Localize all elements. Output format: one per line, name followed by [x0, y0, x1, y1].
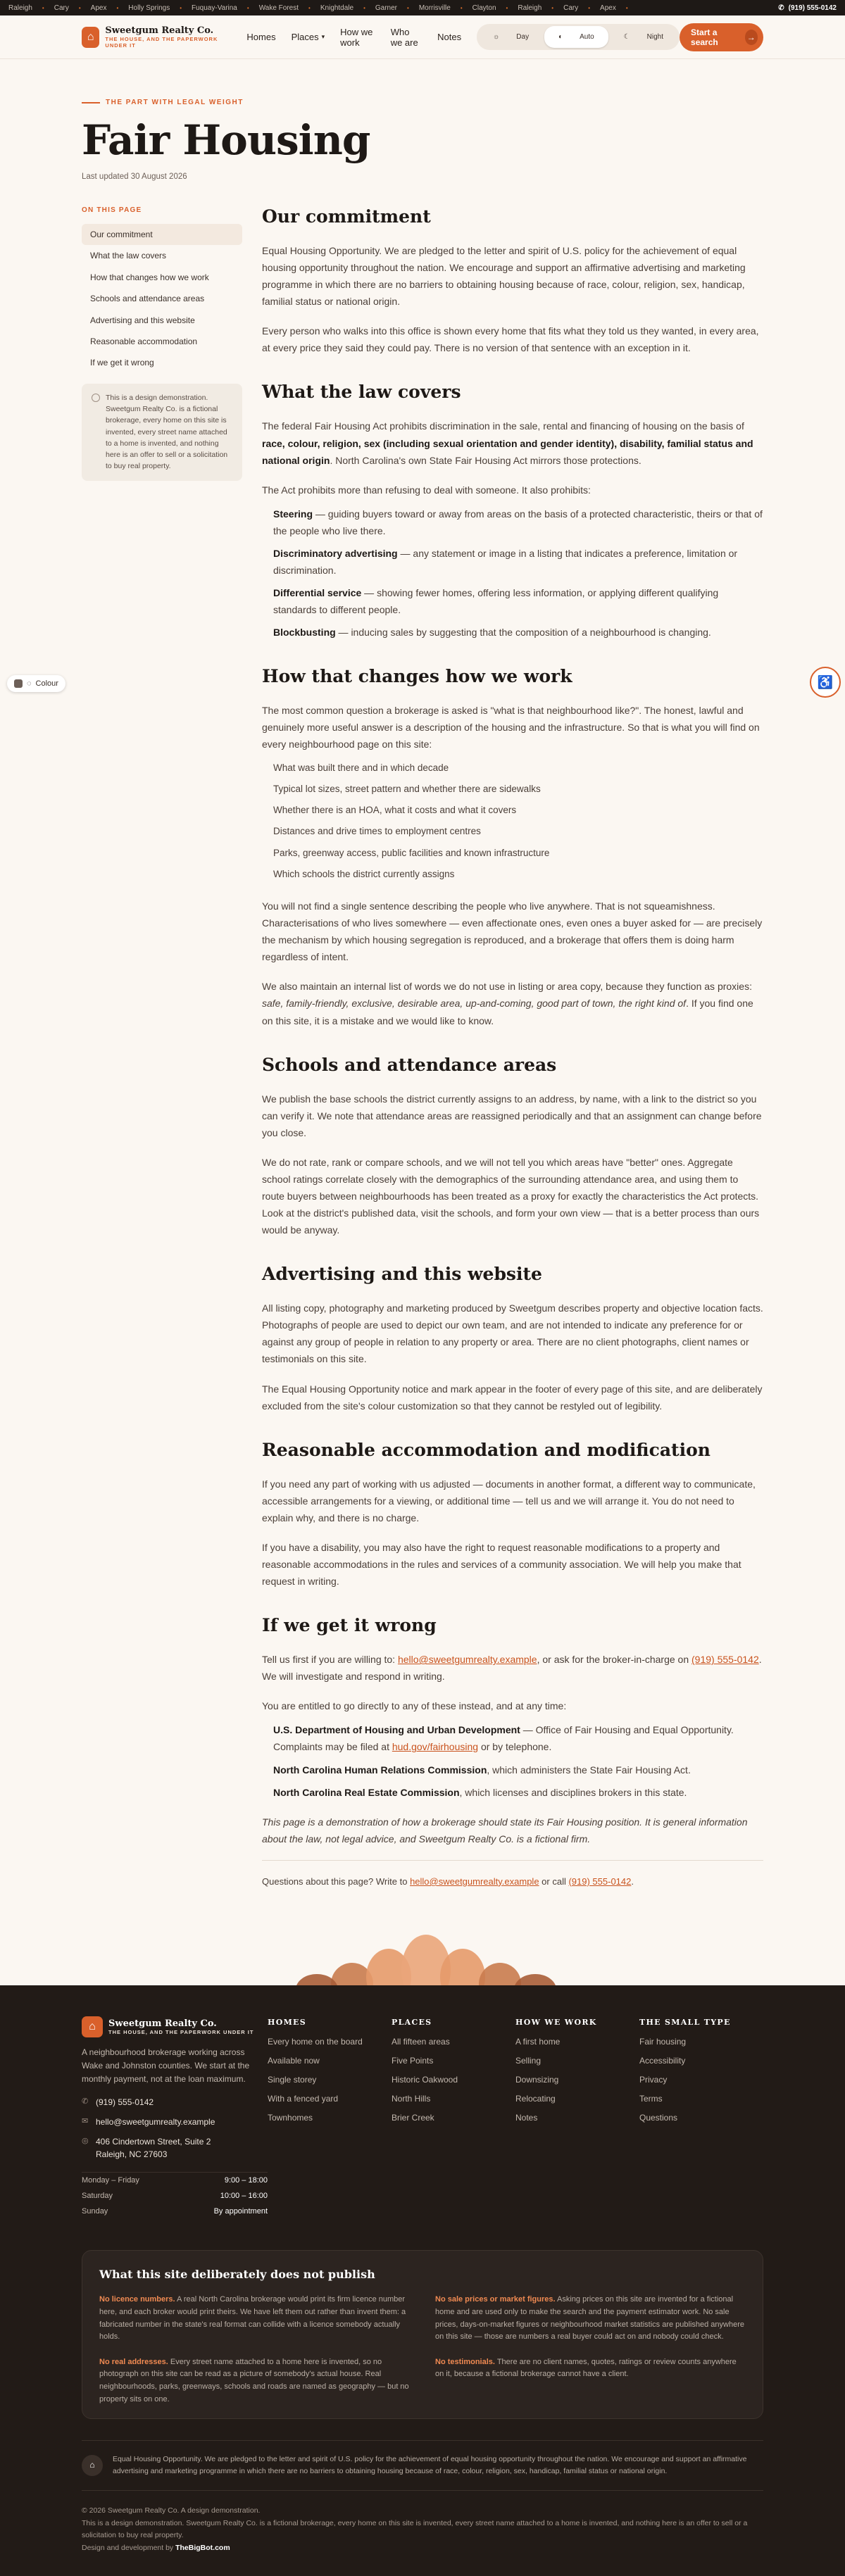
- phone-link[interactable]: (919) 555-0142: [691, 1654, 759, 1666]
- footer-link[interactable]: Available now: [268, 2055, 320, 2066]
- footer-address: [82, 2135, 268, 2161]
- ticker-town: Wake Forest •: [259, 4, 311, 12]
- equal-housing-icon: ⌂: [82, 2455, 103, 2476]
- how-p3: [262, 978, 763, 1029]
- item-title: No testimonials.: [435, 2357, 495, 2366]
- item-desc: There are no client names, quotes, ratings or review counts anywhere on it, because a fictional brokerage cannot have a client.: [435, 2357, 737, 2379]
- credit-link[interactable]: TheBigBot.com: [175, 2544, 230, 2553]
- ticker-town: Garner •: [375, 4, 409, 12]
- moon-icon: ☾: [623, 33, 630, 41]
- credit-prefix: Design and development by: [82, 2544, 176, 2553]
- footer-col-how: [515, 2016, 639, 2220]
- footer-email-text: hello@sweetgumrealty.example: [96, 2117, 215, 2128]
- location-pin-icon: ◎: [82, 2137, 89, 2146]
- ticker-town: Morrisville •: [419, 4, 463, 12]
- theme-auto[interactable]: [544, 26, 608, 48]
- brand-tagline: THE HOUSE, AND THE PAPERWORK UNDER IT: [105, 36, 218, 49]
- def-desc: — showing fewer homes, offering less information, or applying different qualifying standards to different people.: [273, 587, 719, 616]
- accessibility-icon: ♿: [817, 674, 834, 689]
- arrow-right-icon: →: [745, 30, 758, 45]
- item-title: No real addresses.: [99, 2357, 168, 2366]
- mail-icon: ✉: [82, 2117, 89, 2126]
- agency-desc: — Office of Fair Housing and Equal Opportunity. Complaints may be filed at: [273, 1724, 734, 1753]
- page-title: Fair Housing: [82, 116, 370, 164]
- footer-col-heading: HOW WE WORK: [515, 2017, 597, 2027]
- toc-item-wrong[interactable]: If we get it wrong: [90, 358, 154, 368]
- footer-logo[interactable]: [82, 2016, 268, 2037]
- proxy-words: safe, family-friendly, exclusive, desirable area, up-and-coming, good part of town, the right kind of: [262, 998, 687, 1010]
- copyright: © 2026 Sweetgum Realty Co. A design demonstration.: [82, 2506, 261, 2515]
- prohibited-list: [273, 505, 763, 641]
- footer-col-heading: THE SMALL TYPE: [639, 2017, 731, 2027]
- def-term: Blockbusting: [273, 627, 336, 639]
- sunset-shape: [514, 1974, 556, 1985]
- schools-p1: We publish the base schools the district currently assigns to an address, by name, with a link to the district so you can verify it. We note that attendance areas are reassigned periodically and that an assignment can change before you close.: [262, 1093, 762, 1138]
- footer-sunset-decoration: [0, 1929, 845, 1985]
- footer-link[interactable]: All fifteen areas: [392, 2036, 450, 2047]
- logo[interactable]: [82, 25, 228, 49]
- item-desc: Every street name attached to a home here is invented, so no photograph on this site can be read as a picture of somebody's actual house. Real neighbourhoods, parks, greenways, schools and roads are named as geography — but no property sits on one.: [99, 2357, 409, 2404]
- wrong-p1-c: . We will investigate and respond in writing.: [262, 1654, 762, 1683]
- footer-link[interactable]: With a fenced yard: [268, 2093, 339, 2104]
- footer-link-columns: [268, 2016, 763, 2220]
- how-p2: You will not find a single sentence describing the people who live anywhere. That is not squeamishness. Characterisations of who lives somewhere — even affectionate ones, even ones a buyer asked for — are precisely the mechanism by which housing segregation is reproduced, and a brokerage that offers them is doing harm regardless of intent.: [262, 900, 763, 963]
- advertising-p1: All listing copy, photography and marketing produced by Sweetgum describes property and objective location facts. Photographs of people are used to depict our own team, and are not intended to indicate any preference for or against any group of people in relation to any property or area. There are no client photographs, client names or testimonials on this site.: [262, 1302, 763, 1365]
- footer-link[interactable]: Five Points: [392, 2055, 434, 2066]
- section-commitment: [262, 206, 763, 356]
- footer-brand-tagline: THE HOUSE, AND THE PAPERWORK UNDER IT: [108, 2028, 254, 2035]
- equal-housing-notice: [82, 2440, 763, 2491]
- address-line-1: 406 Cindertown Street, Suite 2: [96, 2137, 211, 2147]
- demo-disclaimer: This is a design demonstration. Sweetgum Realty Co. is a fictional brokerage, every home on this site is invented, every street name attached to a home is invented, and nothing here is an offer to sell or a solicitation to buy real property.: [82, 2518, 748, 2540]
- footer-link[interactable]: Downsizing: [515, 2074, 559, 2085]
- closing-c: .: [631, 1876, 634, 1887]
- closing-b: or call: [539, 1876, 569, 1887]
- ticker-town: Apex •: [600, 4, 628, 12]
- nav-places[interactable]: [292, 27, 325, 48]
- ticker-phone[interactable]: [771, 4, 837, 12]
- heading-commitment: Our commitment: [262, 206, 431, 227]
- main-content: [262, 206, 763, 1929]
- not-published-item: [99, 2294, 410, 2343]
- footer-link[interactable]: Selling: [515, 2055, 542, 2066]
- logo-mark-icon: ⌂: [82, 2016, 103, 2037]
- footer-col-heading: HOMES: [268, 2017, 306, 2027]
- footer-link[interactable]: A first home: [515, 2036, 561, 2047]
- chevron-down-icon: ▾: [321, 33, 325, 40]
- law-p2: The Act prohibits more than refusing to deal with someone. It also prohibits:: [262, 484, 591, 496]
- equal-housing-text: Equal Housing Opportunity. We are pledged to the letter and spirit of U.S. policy for the achievement of equal housing opportunity throughout the nation. We encourage and support an affirmative advertising and marketing programme in which there are no barriers to obtaining housing because of race, colour, religion, sex, handicap, familial status or national origin.: [113, 2455, 747, 2475]
- closing-a: Questions about this page? Write to: [262, 1876, 411, 1887]
- agency-nchrc: [273, 1761, 763, 1778]
- footer-link[interactable]: Notes: [515, 2112, 538, 2123]
- footer-link[interactable]: Accessibility: [639, 2055, 686, 2066]
- list-item: What was built there and in which decade: [273, 762, 449, 773]
- schools-p2: We do not rate, rank or compare schools, and we will not tell you which areas have "better" ones. Aggregate school ratings correlate closely with the demographics of the surrounding attendance area, and using them to route buyers between neighbourhoods has been treated as a proxy for exactly the characteristics the Act protects. Look at the district's published data, visit the schools, and form your own view — that is a better process than ours would be anyway.: [262, 1156, 760, 1236]
- def-steering: [273, 505, 763, 539]
- ticker-town: Apex •: [91, 4, 119, 12]
- theme-day[interactable]: [479, 26, 543, 48]
- not-published-panel: [82, 2250, 763, 2419]
- credit: [82, 2542, 763, 2555]
- footer-link[interactable]: North Hills: [392, 2093, 431, 2104]
- ticker-towns: [8, 4, 771, 12]
- list-item: Parks, greenway access, public facilities and known infrastructure: [273, 847, 550, 858]
- not-published-item: [99, 2356, 410, 2406]
- agency-tail: or by telephone.: [478, 1741, 552, 1753]
- section-law: [262, 382, 763, 641]
- def-differential: [273, 584, 763, 618]
- footer-col-small-type: [639, 2016, 763, 2220]
- hours-day: Saturday: [82, 2192, 113, 2201]
- item-desc: Asking prices on this site are invented for a fictional home and are used only to make the search and the payment estimator work. No sale prices, days-on-market figures or neighbourhood market statistics are published anywhere on this site — those are numbers a real buyer could act on and nobody could check.: [435, 2295, 744, 2342]
- toc-title: ON THIS PAGE: [82, 206, 142, 214]
- hours-time: 9:00 – 18:00: [224, 2176, 268, 2185]
- start-search-label: Start a search: [691, 27, 718, 47]
- toc-item-schools[interactable]: Schools and attendance areas: [90, 294, 205, 304]
- not-published-heading: What this site deliberately does not publish: [99, 2268, 375, 2282]
- footer-col-homes: [268, 2016, 392, 2220]
- agency-name: U.S. Department of Housing and Urban Development: [273, 1724, 520, 1736]
- hours-row: [82, 2173, 268, 2188]
- agency-hud: [273, 1721, 763, 1755]
- def-desc: — any statement or image in a listing that indicates a preference, limitation or discrimination.: [273, 547, 738, 577]
- palette-icon: ◌: [27, 679, 32, 688]
- heading-wrong: If we get it wrong: [262, 1615, 437, 1636]
- footer-link[interactable]: Every home on the board: [268, 2036, 363, 2047]
- law-p1-a: The federal Fair Housing Act prohibits discrimination in the sale, rental and financing of housing on the basis of: [262, 420, 744, 432]
- nav-places-label: Places: [291, 32, 319, 42]
- toc-item-how[interactable]: How that changes how we work: [90, 272, 209, 282]
- heading-advertising: Advertising and this website: [262, 1264, 542, 1285]
- closing-phone-link[interactable]: (919) 555-0142: [568, 1876, 632, 1887]
- commitment-p2: Every person who walks into this office is shown every home that fits what they told us they wanted, in every area, at every price they said they could pay. There is no version of that sentence with an exception in it.: [262, 325, 759, 354]
- email-link[interactable]: hello@sweetgumrealty.example: [397, 1654, 537, 1666]
- list-item: Distances and drive times to employment centres: [273, 826, 481, 837]
- advertising-p2: The Equal Housing Opportunity notice and mark appear in the footer of every page of this site, and are deliberately excluded from the site's colour customization so that they cannot be restyled out of legibility.: [262, 1383, 763, 1412]
- colour-customizer-button[interactable]: [7, 675, 65, 692]
- heading-accommodation: Reasonable accommodation and modification: [262, 1439, 711, 1460]
- hours-day: Sunday: [82, 2207, 108, 2216]
- wrong-p1: [262, 1651, 763, 1685]
- def-blockbusting: [273, 624, 763, 641]
- list-item: Whether there is an HOA, what it costs and what it covers: [273, 805, 517, 816]
- neighbourhood-facts-list: [273, 758, 763, 886]
- item-desc: A real North Carolina brokerage would print its firm licence number here, and each broker would print theirs. We have left them out rather than invent them: a fabricated number in the state's real format can collide with a licence somebody actually holds.: [99, 2295, 406, 2342]
- town-ticker: [0, 0, 845, 15]
- heading-how: How that changes how we work: [262, 666, 572, 687]
- not-published-item: [435, 2294, 746, 2343]
- ticker-town: Fuquay-Varina •: [192, 4, 249, 12]
- heading-schools: Schools and attendance areas: [262, 1054, 557, 1075]
- site-header: [0, 15, 845, 59]
- nav-homes[interactable]: Homes: [246, 32, 276, 42]
- toc-item-advertising[interactable]: Advertising and this website: [90, 315, 195, 325]
- agency-name: North Carolina Human Relations Commission: [273, 1764, 487, 1776]
- info-icon: [92, 394, 100, 402]
- ticker-town: Raleigh •: [518, 4, 553, 12]
- footer-col-heading: PLACES: [392, 2017, 432, 2027]
- demo-note-text: This is a design demonstration. Sweetgum Realty Co. is a fictional brokerage, every home on this site is invented, every street name attached to a home is invented, and nothing here is an offer to sell or a solicitation to buy real property.: [106, 393, 228, 471]
- def-term: Steering: [273, 508, 313, 520]
- law-protected-classes: race, colour, religion, sex (including sexual orientation and gender identity), disability, familial status and national origin: [262, 437, 753, 466]
- ticker-town: Cary •: [563, 4, 590, 12]
- theme-switcher: [477, 24, 680, 50]
- how-p1: The most common question a brokerage is asked is "what is that neighbourhood like?". The honest, lawful and genuinely more useful answer is a description of the housing and the infrastructure. So that is what you will find on every neighbourhood page on this site:: [262, 705, 760, 750]
- sunset-shape: [479, 1963, 521, 1985]
- disclaimer: [262, 1814, 763, 1847]
- nav-notes[interactable]: Notes: [437, 32, 462, 42]
- main-nav: [246, 27, 461, 48]
- section-advertising: [262, 1264, 763, 1414]
- address-line-2: Raleigh, NC 27603: [96, 2149, 168, 2160]
- hero-eyebrow: THE PART WITH LEGAL WEIGHT: [82, 99, 763, 106]
- closing-questions: [262, 1860, 763, 1887]
- demo-note: [82, 384, 242, 481]
- ticker-town: Holly Springs •: [128, 4, 182, 12]
- nav-how-we-work[interactable]: How we work: [340, 26, 373, 48]
- footer-contact: [82, 2096, 268, 2161]
- agencies-list: [273, 1721, 763, 1800]
- wrong-p2: You are entitled to go directly to any of these instead, and at any time:: [262, 1700, 567, 1712]
- footer-col-places: [392, 2016, 515, 2220]
- disclaimer-text: This page is a demonstration of how a brokerage should state its Fair Housing position. It is general information about the law, not legal advice, and Sweetgum Realty Co. is a fictional firm.: [262, 1816, 748, 1845]
- footer-link[interactable]: Privacy: [639, 2074, 668, 2085]
- law-p1-c: . North Carolina's own State Fair Housing Act mirrors those protections.: [330, 454, 641, 466]
- footer-link[interactable]: Historic Oakwood: [392, 2074, 458, 2085]
- hours-time: By appointment: [213, 2207, 268, 2216]
- footer-email[interactable]: [82, 2116, 268, 2128]
- section-how: [262, 666, 763, 1029]
- colour-label: Colour: [35, 679, 58, 688]
- hours-row: [82, 2204, 268, 2219]
- agency-desc: , which licenses and disciplines brokers in this state.: [459, 1786, 687, 1798]
- page-body: [0, 181, 845, 1929]
- section-accommodation: [262, 1440, 763, 1590]
- footer-link[interactable]: Fair housing: [639, 2036, 687, 2047]
- phone-icon: ✆: [778, 4, 784, 12]
- brand-name: Sweetgum Realty Co.: [105, 25, 214, 36]
- theme-night[interactable]: [610, 26, 677, 48]
- closing-email-link[interactable]: hello@sweetgumrealty.example: [410, 1876, 539, 1887]
- not-published-item: [435, 2356, 746, 2406]
- def-advertising: [273, 545, 763, 579]
- section-wrong: [262, 1615, 763, 1847]
- law-p1: [262, 417, 763, 468]
- section-schools: [262, 1055, 763, 1239]
- footer-link[interactable]: Single storey: [268, 2074, 317, 2085]
- footer-brand: [82, 2016, 268, 2220]
- toc-item-accommodation[interactable]: Reasonable accommodation: [90, 336, 198, 346]
- accessibility-button[interactable]: [810, 667, 841, 698]
- footer-link[interactable]: Brier Creek: [392, 2112, 434, 2123]
- start-search-button[interactable]: [680, 23, 763, 51]
- hours-day: Monday – Friday: [82, 2176, 139, 2185]
- auto-icon: ◐: [558, 33, 563, 41]
- theme-night-label: Night: [646, 33, 664, 41]
- hours-time: 10:00 – 16:00: [220, 2192, 268, 2201]
- how-p3-c: . If you find one on this site, it is a mistake and we would like to know.: [262, 998, 753, 1026]
- nav-who-we-are[interactable]: Who we are: [390, 26, 418, 48]
- footer-link[interactable]: Questions: [639, 2112, 678, 2123]
- hud-link[interactable]: hud.gov/fairhousing: [392, 1741, 479, 1753]
- footer-phone-text: (919) 555-0142: [96, 2097, 154, 2108]
- ticker-town: Raleigh •: [8, 4, 44, 12]
- accommodation-p1: If you need any part of working with us adjusted — documents in another format, a different way to communicate, accessible arrangements for a viewing, or additional time — tell us and we will arrange it. You do not need to explain why, and there is no charge.: [262, 1478, 756, 1523]
- def-term: Differential service: [273, 587, 362, 599]
- phone-icon: ✆: [82, 2097, 89, 2106]
- footer-description: A neighbourhood brokerage working across Wake and Johnston counties. We start at the monthly payment, not at the loan maximum.: [82, 2047, 250, 2085]
- site-footer: [0, 1985, 845, 2576]
- footer-phone[interactable]: [82, 2096, 268, 2109]
- item-title: No licence numbers.: [99, 2295, 175, 2304]
- swatch-icon: [14, 679, 23, 688]
- def-desc: — guiding buyers toward or away from areas on the basis of a protected characteristic, theirs or that of the people who live there.: [273, 508, 763, 536]
- footer-link[interactable]: Relocating: [515, 2093, 556, 2104]
- office-hours: [82, 2172, 268, 2219]
- footer-link[interactable]: Terms: [639, 2093, 663, 2104]
- commitment-p1: Equal Housing Opportunity. We are pledged to the letter and spirit of U.S. policy for the achievement of equal housing opportunity throughout the nation. We encourage and support an affirmative advertising and marketing programme in which there are no barriers to obtaining housing because of race, colour, religion, sex, handicap, familial status or national origin.: [262, 245, 746, 308]
- agency-desc: , which administers the State Fair Housing Act.: [487, 1764, 691, 1776]
- ticker-phone-number: (919) 555-0142: [788, 4, 837, 12]
- def-term: Discriminatory advertising: [273, 547, 398, 559]
- list-item: Typical lot sizes, street pattern and whether there are sidewalks: [273, 783, 541, 794]
- footer-bottom: [82, 2505, 763, 2555]
- how-p3-a: We also maintain an internal list of words we do not use in listing or area copy, because they function as proxies:: [262, 981, 752, 993]
- ticker-town: Cary •: [54, 4, 81, 12]
- wrong-p1-b: , or ask for the broker-in-charge on: [537, 1654, 692, 1666]
- agency-ncrec: [273, 1784, 763, 1801]
- list-item: Which schools the district currently assigns: [273, 868, 455, 879]
- theme-day-label: Day: [516, 33, 530, 41]
- accommodation-p2: If you have a disability, you may also have the right to request reasonable modifications to a property and reasonable accommodations in the rules and services of a community association. We will help you make that request in writing.: [262, 1541, 741, 1588]
- ticker-town: Knightdale •: [320, 4, 365, 12]
- table-of-contents: [82, 206, 242, 1929]
- wrong-p1-a: Tell us first if you are willing to:: [262, 1654, 398, 1666]
- theme-auto-label: Auto: [580, 33, 594, 41]
- agency-name: North Carolina Real Estate Commission: [273, 1786, 460, 1798]
- last-updated: Last updated 30 August 2026: [82, 172, 187, 181]
- hours-row: [82, 2188, 268, 2204]
- toc-item-law[interactable]: What the law covers: [90, 251, 167, 261]
- page-hero: [0, 59, 845, 181]
- toc-item-commitment[interactable]: Our commitment: [82, 224, 242, 245]
- sun-icon: ☼: [493, 33, 500, 41]
- def-desc: — inducing sales by suggesting that the composition of a neighbourhood is changing.: [335, 627, 711, 639]
- heading-law: What the law covers: [262, 382, 461, 403]
- footer-brand-name: Sweetgum Realty Co.: [108, 2018, 217, 2029]
- ticker-town: Clayton •: [472, 4, 508, 12]
- footer-link[interactable]: Townhomes: [268, 2112, 313, 2123]
- logo-mark-icon: ⌂: [82, 27, 99, 48]
- item-title: No sale prices or market figures.: [435, 2295, 556, 2304]
